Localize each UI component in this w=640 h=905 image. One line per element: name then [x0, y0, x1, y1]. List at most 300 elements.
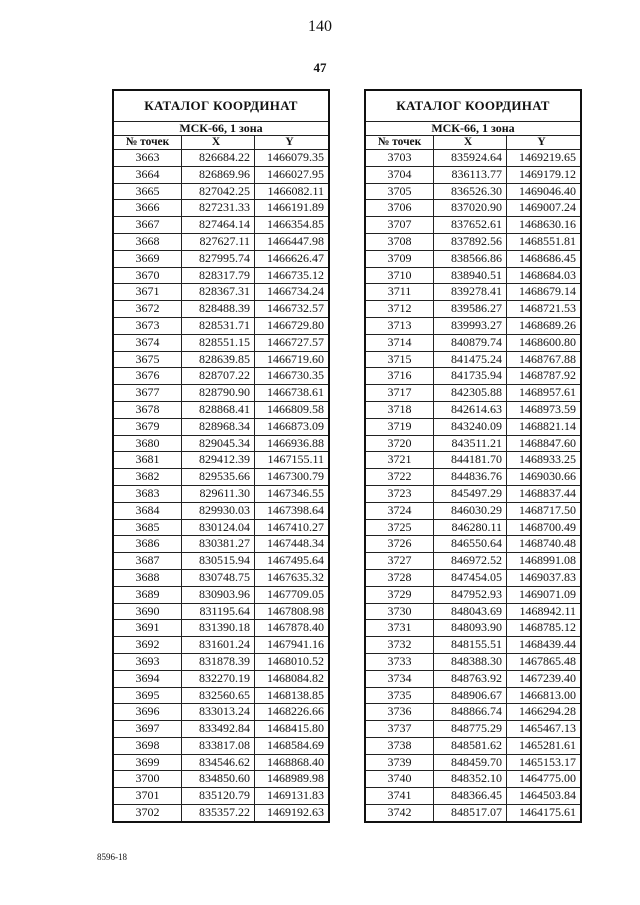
point-number-cell: 3732 [365, 637, 434, 654]
y-coordinate-cell: 1467635.32 [255, 569, 330, 586]
table-row [365, 452, 581, 469]
x-coordinate-cell: 848581.62 [434, 737, 507, 754]
sub-page-number: 47 [313, 60, 327, 75]
table-row [113, 435, 329, 452]
table-row [113, 603, 329, 620]
table-row [113, 385, 329, 402]
y-coordinate-cell: 1467239.40 [507, 670, 582, 687]
table-row [365, 620, 581, 637]
table-row [113, 485, 329, 502]
y-coordinate-cell: 1468847.60 [507, 435, 582, 452]
x-coordinate-cell: 827464.14 [182, 217, 255, 234]
table-row [113, 452, 329, 469]
y-coordinate-cell: 1468821.14 [507, 418, 582, 435]
x-coordinate-cell: 828639.85 [182, 351, 255, 368]
table-row [113, 317, 329, 334]
point-number-cell: 3734 [365, 670, 434, 687]
point-number-cell: 3666 [113, 200, 182, 217]
coordinate-catalog-table-left [112, 89, 330, 823]
x-coordinate-cell: 848906.67 [434, 687, 507, 704]
point-number-cell: 3698 [113, 737, 182, 754]
table-row [113, 401, 329, 418]
table-row [365, 771, 581, 788]
point-number-cell: 3700 [113, 771, 182, 788]
point-number-cell: 3712 [365, 301, 434, 318]
y-coordinate-cell: 1466730.35 [255, 368, 330, 385]
x-coordinate-cell: 829535.66 [182, 469, 255, 486]
table-row [113, 166, 329, 183]
table-row [365, 150, 581, 167]
point-number-cell: 3671 [113, 284, 182, 301]
y-coordinate-cell: 1466294.28 [507, 704, 582, 721]
table-row [365, 385, 581, 402]
point-number-cell: 3685 [113, 519, 182, 536]
y-coordinate-cell: 1466735.12 [255, 267, 330, 284]
table-row [365, 351, 581, 368]
point-number-cell: 3690 [113, 603, 182, 620]
table-row [113, 250, 329, 267]
table-row [113, 150, 329, 167]
table-row [365, 435, 581, 452]
x-coordinate-cell: 848763.92 [434, 670, 507, 687]
x-coordinate-cell: 827231.33 [182, 200, 255, 217]
point-number-cell: 3714 [365, 334, 434, 351]
point-number-cell: 3719 [365, 418, 434, 435]
point-number-cell: 3686 [113, 536, 182, 553]
table-row [365, 569, 581, 586]
table-body [113, 150, 329, 822]
x-coordinate-cell: 840879.74 [434, 334, 507, 351]
point-number-cell: 3676 [113, 368, 182, 385]
table-row [113, 687, 329, 704]
y-coordinate-cell: 1468084.82 [255, 670, 330, 687]
table-row [365, 653, 581, 670]
x-coordinate-cell: 829930.03 [182, 502, 255, 519]
header-y: Y [507, 136, 582, 150]
x-coordinate-cell: 832270.19 [182, 670, 255, 687]
x-coordinate-cell: 828968.34 [182, 418, 255, 435]
coordinate-catalog-table-right [364, 89, 582, 823]
y-coordinate-cell: 1468973.59 [507, 401, 582, 418]
y-coordinate-cell: 1468439.44 [507, 637, 582, 654]
table-row [113, 670, 329, 687]
point-number-cell: 3733 [365, 653, 434, 670]
table-zone: МСК-66, 1 зона [113, 122, 329, 136]
y-coordinate-cell: 1468957.61 [507, 385, 582, 402]
x-coordinate-cell: 836113.77 [434, 166, 507, 183]
point-number-cell: 3692 [113, 637, 182, 654]
x-coordinate-cell: 834850.60 [182, 771, 255, 788]
x-coordinate-cell: 846280.11 [434, 519, 507, 536]
point-number-cell: 3677 [113, 385, 182, 402]
point-number-cell: 3735 [365, 687, 434, 704]
y-coordinate-cell: 1468942.11 [507, 603, 582, 620]
x-coordinate-cell: 841475.24 [434, 351, 507, 368]
y-coordinate-cell: 1468226.66 [255, 704, 330, 721]
x-coordinate-cell: 831390.18 [182, 620, 255, 637]
table-row [113, 418, 329, 435]
x-coordinate-cell: 829412.39 [182, 452, 255, 469]
point-number-cell: 3664 [113, 166, 182, 183]
table-row [113, 771, 329, 788]
y-coordinate-cell: 1464503.84 [507, 788, 582, 805]
table-row [365, 502, 581, 519]
y-coordinate-cell: 1468600.80 [507, 334, 582, 351]
x-coordinate-cell: 847454.05 [434, 569, 507, 586]
y-coordinate-cell: 1468584.69 [255, 737, 330, 754]
x-coordinate-cell: 827995.74 [182, 250, 255, 267]
y-coordinate-cell: 1466738.61 [255, 385, 330, 402]
table-zone: МСК-66, 1 зона [365, 122, 581, 136]
header-x: X [434, 136, 507, 150]
table-row [113, 301, 329, 318]
point-number-cell: 3741 [365, 788, 434, 805]
table-row [113, 653, 329, 670]
table-row [113, 368, 329, 385]
x-coordinate-cell: 841735.94 [434, 368, 507, 385]
y-coordinate-cell: 1468138.85 [255, 687, 330, 704]
header-y: Y [255, 136, 330, 150]
x-coordinate-cell: 848388.30 [434, 653, 507, 670]
x-coordinate-cell: 831601.24 [182, 637, 255, 654]
table-row [365, 250, 581, 267]
y-coordinate-cell: 1467346.55 [255, 485, 330, 502]
point-number-cell: 3689 [113, 586, 182, 603]
x-coordinate-cell: 844836.76 [434, 469, 507, 486]
x-coordinate-cell: 848155.51 [434, 637, 507, 654]
point-number-cell: 3679 [113, 418, 182, 435]
x-coordinate-cell: 839993.27 [434, 317, 507, 334]
y-coordinate-cell: 1466727.57 [255, 334, 330, 351]
table-row [365, 233, 581, 250]
point-number-cell: 3687 [113, 553, 182, 570]
table-row [113, 586, 329, 603]
table-row [113, 469, 329, 486]
x-coordinate-cell: 830903.96 [182, 586, 255, 603]
point-number-cell: 3713 [365, 317, 434, 334]
x-coordinate-cell: 833492.84 [182, 721, 255, 738]
y-coordinate-cell: 1466191.89 [255, 200, 330, 217]
y-coordinate-cell: 1468868.40 [255, 754, 330, 771]
y-coordinate-cell: 1468551.81 [507, 233, 582, 250]
table-row [113, 519, 329, 536]
point-number-cell: 3730 [365, 603, 434, 620]
point-number-cell: 3740 [365, 771, 434, 788]
table-row [113, 536, 329, 553]
table-row [365, 217, 581, 234]
table-row [113, 704, 329, 721]
x-coordinate-cell: 848866.74 [434, 704, 507, 721]
point-number-cell: 3736 [365, 704, 434, 721]
table-row [113, 334, 329, 351]
point-number-cell: 3668 [113, 233, 182, 250]
y-coordinate-cell: 1466813.00 [507, 687, 582, 704]
header-point-number: № точек [365, 136, 434, 150]
x-coordinate-cell: 826684.22 [182, 150, 255, 167]
point-number-cell: 3705 [365, 183, 434, 200]
point-number-cell: 3704 [365, 166, 434, 183]
point-number-cell: 3694 [113, 670, 182, 687]
x-coordinate-cell: 833817.08 [182, 737, 255, 754]
y-coordinate-cell: 1468740.48 [507, 536, 582, 553]
point-number-cell: 3723 [365, 485, 434, 502]
y-coordinate-cell: 1468767.88 [507, 351, 582, 368]
table-title: КАТАЛОГ КООРДИНАТ [113, 90, 329, 122]
point-number-cell: 3710 [365, 267, 434, 284]
y-coordinate-cell: 1467808.98 [255, 603, 330, 620]
y-coordinate-cell: 1464175.61 [507, 805, 582, 822]
y-coordinate-cell: 1467155.11 [255, 452, 330, 469]
table-row [113, 569, 329, 586]
point-number-cell: 3724 [365, 502, 434, 519]
table-row [365, 183, 581, 200]
table-row [365, 166, 581, 183]
y-coordinate-cell: 1468837.44 [507, 485, 582, 502]
point-number-cell: 3716 [365, 368, 434, 385]
y-coordinate-cell: 1468010.52 [255, 653, 330, 670]
table-row [365, 553, 581, 570]
x-coordinate-cell: 836526.30 [434, 183, 507, 200]
x-coordinate-cell: 842614.63 [434, 401, 507, 418]
y-coordinate-cell: 1466729.80 [255, 317, 330, 334]
point-number-cell: 3738 [365, 737, 434, 754]
point-number-cell: 3674 [113, 334, 182, 351]
point-number-cell: 3665 [113, 183, 182, 200]
point-number-cell: 3681 [113, 452, 182, 469]
table-row [365, 519, 581, 536]
x-coordinate-cell: 828488.39 [182, 301, 255, 318]
x-coordinate-cell: 839278.41 [434, 284, 507, 301]
table-row [113, 721, 329, 738]
y-coordinate-cell: 1469192.63 [255, 805, 330, 822]
x-coordinate-cell: 844181.70 [434, 452, 507, 469]
y-coordinate-cell: 1466447.98 [255, 233, 330, 250]
y-coordinate-cell: 1467410.27 [255, 519, 330, 536]
x-coordinate-cell: 838940.51 [434, 267, 507, 284]
y-coordinate-cell: 1467398.64 [255, 502, 330, 519]
table-row [113, 200, 329, 217]
x-coordinate-cell: 848775.29 [434, 721, 507, 738]
x-coordinate-cell: 828367.31 [182, 284, 255, 301]
y-coordinate-cell: 1466873.09 [255, 418, 330, 435]
x-coordinate-cell: 830381.27 [182, 536, 255, 553]
table-row [365, 301, 581, 318]
point-number-cell: 3675 [113, 351, 182, 368]
y-coordinate-cell: 1468700.49 [507, 519, 582, 536]
table-row [113, 788, 329, 805]
x-coordinate-cell: 835924.64 [434, 150, 507, 167]
table-row [365, 788, 581, 805]
table-row [365, 704, 581, 721]
table-row [365, 485, 581, 502]
table-row [113, 737, 329, 754]
y-coordinate-cell: 1468415.80 [255, 721, 330, 738]
point-number-cell: 3691 [113, 620, 182, 637]
x-coordinate-cell: 835120.79 [182, 788, 255, 805]
table-row [365, 284, 581, 301]
x-coordinate-cell: 848366.45 [434, 788, 507, 805]
point-number-cell: 3683 [113, 485, 182, 502]
y-coordinate-cell: 1466719.60 [255, 351, 330, 368]
table-title: КАТАЛОГ КООРДИНАТ [365, 90, 581, 122]
x-coordinate-cell: 830124.04 [182, 519, 255, 536]
table-row [365, 317, 581, 334]
table-row [113, 805, 329, 822]
x-coordinate-cell: 833013.24 [182, 704, 255, 721]
x-coordinate-cell: 828531.71 [182, 317, 255, 334]
x-coordinate-cell: 835357.22 [182, 805, 255, 822]
point-number-cell: 3729 [365, 586, 434, 603]
point-number-cell: 3722 [365, 469, 434, 486]
table-row [365, 603, 581, 620]
y-coordinate-cell: 1469131.83 [255, 788, 330, 805]
y-coordinate-cell: 1468721.53 [507, 301, 582, 318]
table-row [365, 721, 581, 738]
point-number-cell: 3672 [113, 301, 182, 318]
point-number-cell: 3667 [113, 217, 182, 234]
y-coordinate-cell: 1468933.25 [507, 452, 582, 469]
point-number-cell: 3709 [365, 250, 434, 267]
x-coordinate-cell: 831878.39 [182, 653, 255, 670]
x-coordinate-cell: 845497.29 [434, 485, 507, 502]
table-body [365, 150, 581, 822]
x-coordinate-cell: 837892.56 [434, 233, 507, 250]
point-number-cell: 3703 [365, 150, 434, 167]
x-coordinate-cell: 846972.52 [434, 553, 507, 570]
x-coordinate-cell: 829045.34 [182, 435, 255, 452]
y-coordinate-cell: 1468717.50 [507, 502, 582, 519]
table-row [113, 284, 329, 301]
x-coordinate-cell: 848043.69 [434, 603, 507, 620]
x-coordinate-cell: 827627.11 [182, 233, 255, 250]
point-number-cell: 3737 [365, 721, 434, 738]
y-coordinate-cell: 1467709.05 [255, 586, 330, 603]
x-coordinate-cell: 832560.65 [182, 687, 255, 704]
point-number-cell: 3684 [113, 502, 182, 519]
x-coordinate-cell: 843240.09 [434, 418, 507, 435]
x-coordinate-cell: 846030.29 [434, 502, 507, 519]
y-coordinate-cell: 1466809.58 [255, 401, 330, 418]
document-footer-code: 8596-18 [97, 852, 127, 862]
table-row [365, 334, 581, 351]
table-row [365, 418, 581, 435]
y-coordinate-cell: 1469030.66 [507, 469, 582, 486]
x-coordinate-cell: 830748.75 [182, 569, 255, 586]
table-row [365, 368, 581, 385]
table-row [113, 620, 329, 637]
x-coordinate-cell: 837652.61 [434, 217, 507, 234]
point-number-cell: 3688 [113, 569, 182, 586]
y-coordinate-cell: 1465467.13 [507, 721, 582, 738]
point-number-cell: 3678 [113, 401, 182, 418]
table-row [365, 200, 581, 217]
point-number-cell: 3739 [365, 754, 434, 771]
table-row [365, 737, 581, 754]
point-number-cell: 3699 [113, 754, 182, 771]
y-coordinate-cell: 1467865.48 [507, 653, 582, 670]
y-coordinate-cell: 1466027.95 [255, 166, 330, 183]
y-coordinate-cell: 1466354.85 [255, 217, 330, 234]
y-coordinate-cell: 1468787.92 [507, 368, 582, 385]
y-coordinate-cell: 1466936.88 [255, 435, 330, 452]
table-row [113, 233, 329, 250]
y-coordinate-cell: 1468630.16 [507, 217, 582, 234]
point-number-cell: 3726 [365, 536, 434, 553]
point-number-cell: 3696 [113, 704, 182, 721]
table-row [113, 637, 329, 654]
y-coordinate-cell: 1468684.03 [507, 267, 582, 284]
point-number-cell: 3706 [365, 200, 434, 217]
point-number-cell: 3731 [365, 620, 434, 637]
table-row [365, 687, 581, 704]
page-number: 140 [308, 18, 332, 35]
table-row [113, 351, 329, 368]
point-number-cell: 3697 [113, 721, 182, 738]
table-row [365, 536, 581, 553]
x-coordinate-cell: 847952.93 [434, 586, 507, 603]
y-coordinate-cell: 1468686.45 [507, 250, 582, 267]
table-row [365, 586, 581, 603]
x-coordinate-cell: 848093.90 [434, 620, 507, 637]
table-row [113, 217, 329, 234]
table-row [365, 670, 581, 687]
point-number-cell: 3673 [113, 317, 182, 334]
x-coordinate-cell: 831195.64 [182, 603, 255, 620]
x-coordinate-cell: 837020.90 [434, 200, 507, 217]
y-coordinate-cell: 1468989.98 [255, 771, 330, 788]
x-coordinate-cell: 830515.94 [182, 553, 255, 570]
header-point-number: № точек [113, 136, 182, 150]
y-coordinate-cell: 1468689.26 [507, 317, 582, 334]
point-number-cell: 3701 [113, 788, 182, 805]
x-coordinate-cell: 838566.86 [434, 250, 507, 267]
point-number-cell: 3727 [365, 553, 434, 570]
y-coordinate-cell: 1469046.40 [507, 183, 582, 200]
x-coordinate-cell: 827042.25 [182, 183, 255, 200]
x-coordinate-cell: 834546.62 [182, 754, 255, 771]
y-coordinate-cell: 1465281.61 [507, 737, 582, 754]
table-row [365, 469, 581, 486]
y-coordinate-cell: 1469007.24 [507, 200, 582, 217]
point-number-cell: 3663 [113, 150, 182, 167]
point-number-cell: 3670 [113, 267, 182, 284]
y-coordinate-cell: 1467495.64 [255, 553, 330, 570]
header-x: X [182, 136, 255, 150]
table-row [365, 401, 581, 418]
point-number-cell: 3721 [365, 452, 434, 469]
y-coordinate-cell: 1467878.40 [255, 620, 330, 637]
x-coordinate-cell: 828868.41 [182, 401, 255, 418]
x-coordinate-cell: 828707.22 [182, 368, 255, 385]
table-row [113, 553, 329, 570]
y-coordinate-cell: 1465153.17 [507, 754, 582, 771]
y-coordinate-cell: 1466734.24 [255, 284, 330, 301]
y-coordinate-cell: 1469037.83 [507, 569, 582, 586]
table-row [365, 754, 581, 771]
y-coordinate-cell: 1466732.57 [255, 301, 330, 318]
point-number-cell: 3720 [365, 435, 434, 452]
y-coordinate-cell: 1467941.16 [255, 637, 330, 654]
table-row [113, 754, 329, 771]
point-number-cell: 3715 [365, 351, 434, 368]
point-number-cell: 3707 [365, 217, 434, 234]
table-row [365, 637, 581, 654]
x-coordinate-cell: 848517.07 [434, 805, 507, 822]
x-coordinate-cell: 828790.90 [182, 385, 255, 402]
x-coordinate-cell: 828551.15 [182, 334, 255, 351]
x-coordinate-cell: 843511.21 [434, 435, 507, 452]
x-coordinate-cell: 848352.10 [434, 771, 507, 788]
